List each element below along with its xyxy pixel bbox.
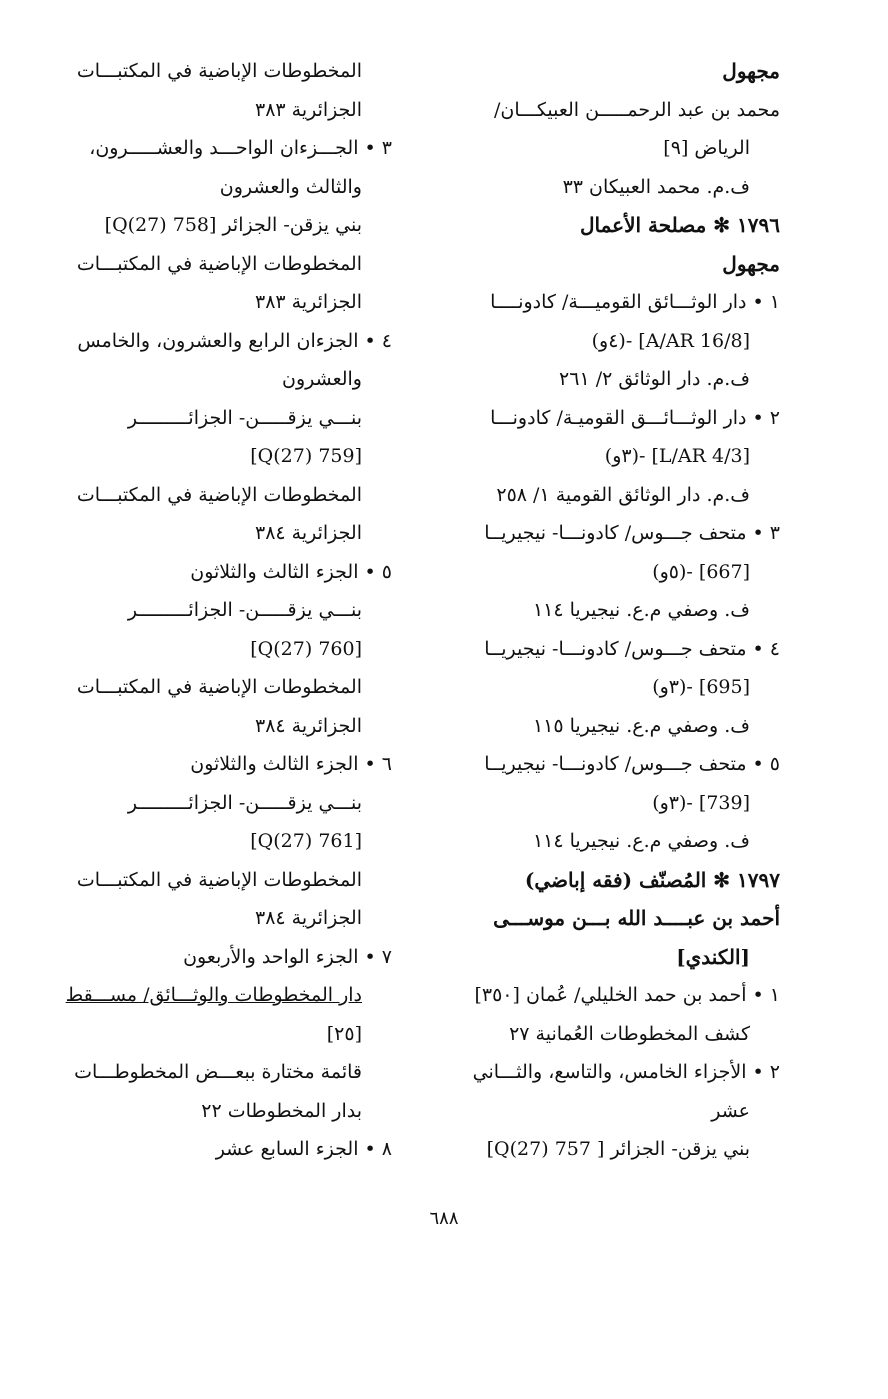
right-column-line: ٢ • الأجزاء الخامس، والتاسع، والثـــاني [472,1061,780,1083]
left-column-line: قائمة مختارة ببعـــض المخطوطـــات [74,1061,362,1083]
right-column-line: عشر [711,1099,750,1122]
left-column-line: [٢٥] [326,1022,362,1045]
right-column-line: كشف المخطوطات العُمانية ٢٧ [509,1022,750,1045]
right-column-line: محمد بن عبد الرحمـــــن العبيكـــان/ [494,98,780,121]
right-column-line: مجهول [722,251,780,276]
right-column-line: ١ • دار الوثـــائق القوميـــة/ كادونــــا [490,291,780,313]
left-column-line: [760 Q(27)] [250,637,362,660]
page-number: ٦٨٨ [429,1208,459,1229]
right-column-line: ٣ • متحف جـــوس/ كادونـــا- نيجيريــا [484,522,780,544]
left-column-line: ٥ • الجزء الثالث والثلاثون [190,560,392,583]
right-column-line: [الكندي] [676,944,750,969]
left-column-line: [761 Q(27)] [250,830,362,852]
left-column-line: الجزائرية ٣٨٤ [254,714,362,737]
right-column-line: ف.م. محمد العبيكان ٣٣ [562,175,750,198]
right-column [450,52,780,1169]
right-column-line: بني يزقن- الجزائر [ 757 Q(27)] [486,1138,750,1160]
left-column-line: الجزائرية ٣٨٤ [254,907,362,929]
right-column-line: [L/AR 4/3] -(٣و) [604,445,750,467]
left-column-line: والعشرون [282,368,362,390]
left-column-line: ٧ • الجزء الواحد والأربعون [183,945,392,968]
right-column-line: ١٧٩٧ ✻ المُصنّف (فقه إباضي) [524,867,780,892]
left-column-line: الجزائرية ٣٨٤ [254,522,362,544]
left-column-line: بنـــي يزقـــــن- الجزائـــــــــر [127,791,362,814]
right-column-line: ٢ • دار الوثـــائـــق القوميـة/ كادونـــا [490,406,780,429]
left-column-line: بنـــي يزقـــــن- الجزائـــــــــر [127,406,362,429]
left-column-line: والثالث والعشرون [219,175,362,198]
right-column-line: ف. وصفي م.ع. نيجيريا ١١٥ [532,714,750,737]
right-column-line: الرياض [٩] [663,137,750,159]
right-column-line: [667] -(٥و) [652,560,750,583]
right-column-line: أحمد بن عبــــد الله بـــن موســـى [493,906,780,930]
left-column-line: دار المخطوطات والوثـــائق/ مســـقط [65,984,362,1006]
left-column [62,52,392,1169]
right-column-line: ١ • أحمد بن حمد الخليلي/ عُمان [٣٥٠] [474,984,780,1006]
right-column-line: ف. وصفي م.ع. نيجيريا ١١٤ [532,599,750,621]
left-column-line: ٤ • الجزءان الرابع والعشرون، والخامس [77,329,392,352]
left-column-line: ٨ • الجزء السابع عشر [215,1138,392,1160]
left-column-line: المخطوطات الإباضية في المكتبـــات [76,252,362,275]
right-column-line: [739] -(٣و) [652,791,750,814]
right-column-line: [695] -(٣و) [652,676,750,698]
left-column-line: المخطوطات الإباضية في المكتبـــات [76,676,362,698]
left-column-line: بنـــي يزقـــــن- الجزائـــــــــر [127,599,362,621]
left-column-line: المخطوطات الإباضية في المكتبـــات [76,868,362,891]
left-column-line: الجزائرية ٣٨٣ [254,291,362,313]
right-column-line: [A/AR 16/8] -(٤و) [591,329,750,352]
right-column-line: ف. وصفي م.ع. نيجيريا ١١٤ [532,830,750,852]
right-column-line: ٤ • متحف جـــوس/ كادونـــا- نيجيريــا [484,637,780,660]
left-column-line: الجزائرية ٣٨٣ [254,98,362,121]
right-column-line: ١٧٩٦ ✻ مصلحة الأعمال [579,213,780,237]
right-column-line: ٥ • متحف جـــوس/ كادونـــا- نيجيريــا [484,753,780,775]
left-column-line: المخطوطات الإباضية في المكتبـــات [76,60,362,82]
left-column-line: بدار المخطوطات ٢٢ [201,1099,362,1122]
right-column-line: ف.م. دار الوثائق ٢/ ٢٦١ [559,368,750,390]
left-column-line: ٣ • الجـــزءان الواحـــد والعشـــــرون، [89,137,392,159]
right-column-line: ف.م. دار الوثائق القومية ١/ ٢٥٨ [496,483,750,506]
left-column-line: [759 Q(27)] [250,445,362,467]
left-column-line: بني يزقن- الجزائر [758 Q(27)] [104,214,362,236]
left-column-line: ٦ • الجزء الثالث والثلاثون [190,753,392,775]
right-column-line: مجهول [722,59,780,83]
left-column-line: المخطوطات الإباضية في المكتبـــات [76,483,362,506]
